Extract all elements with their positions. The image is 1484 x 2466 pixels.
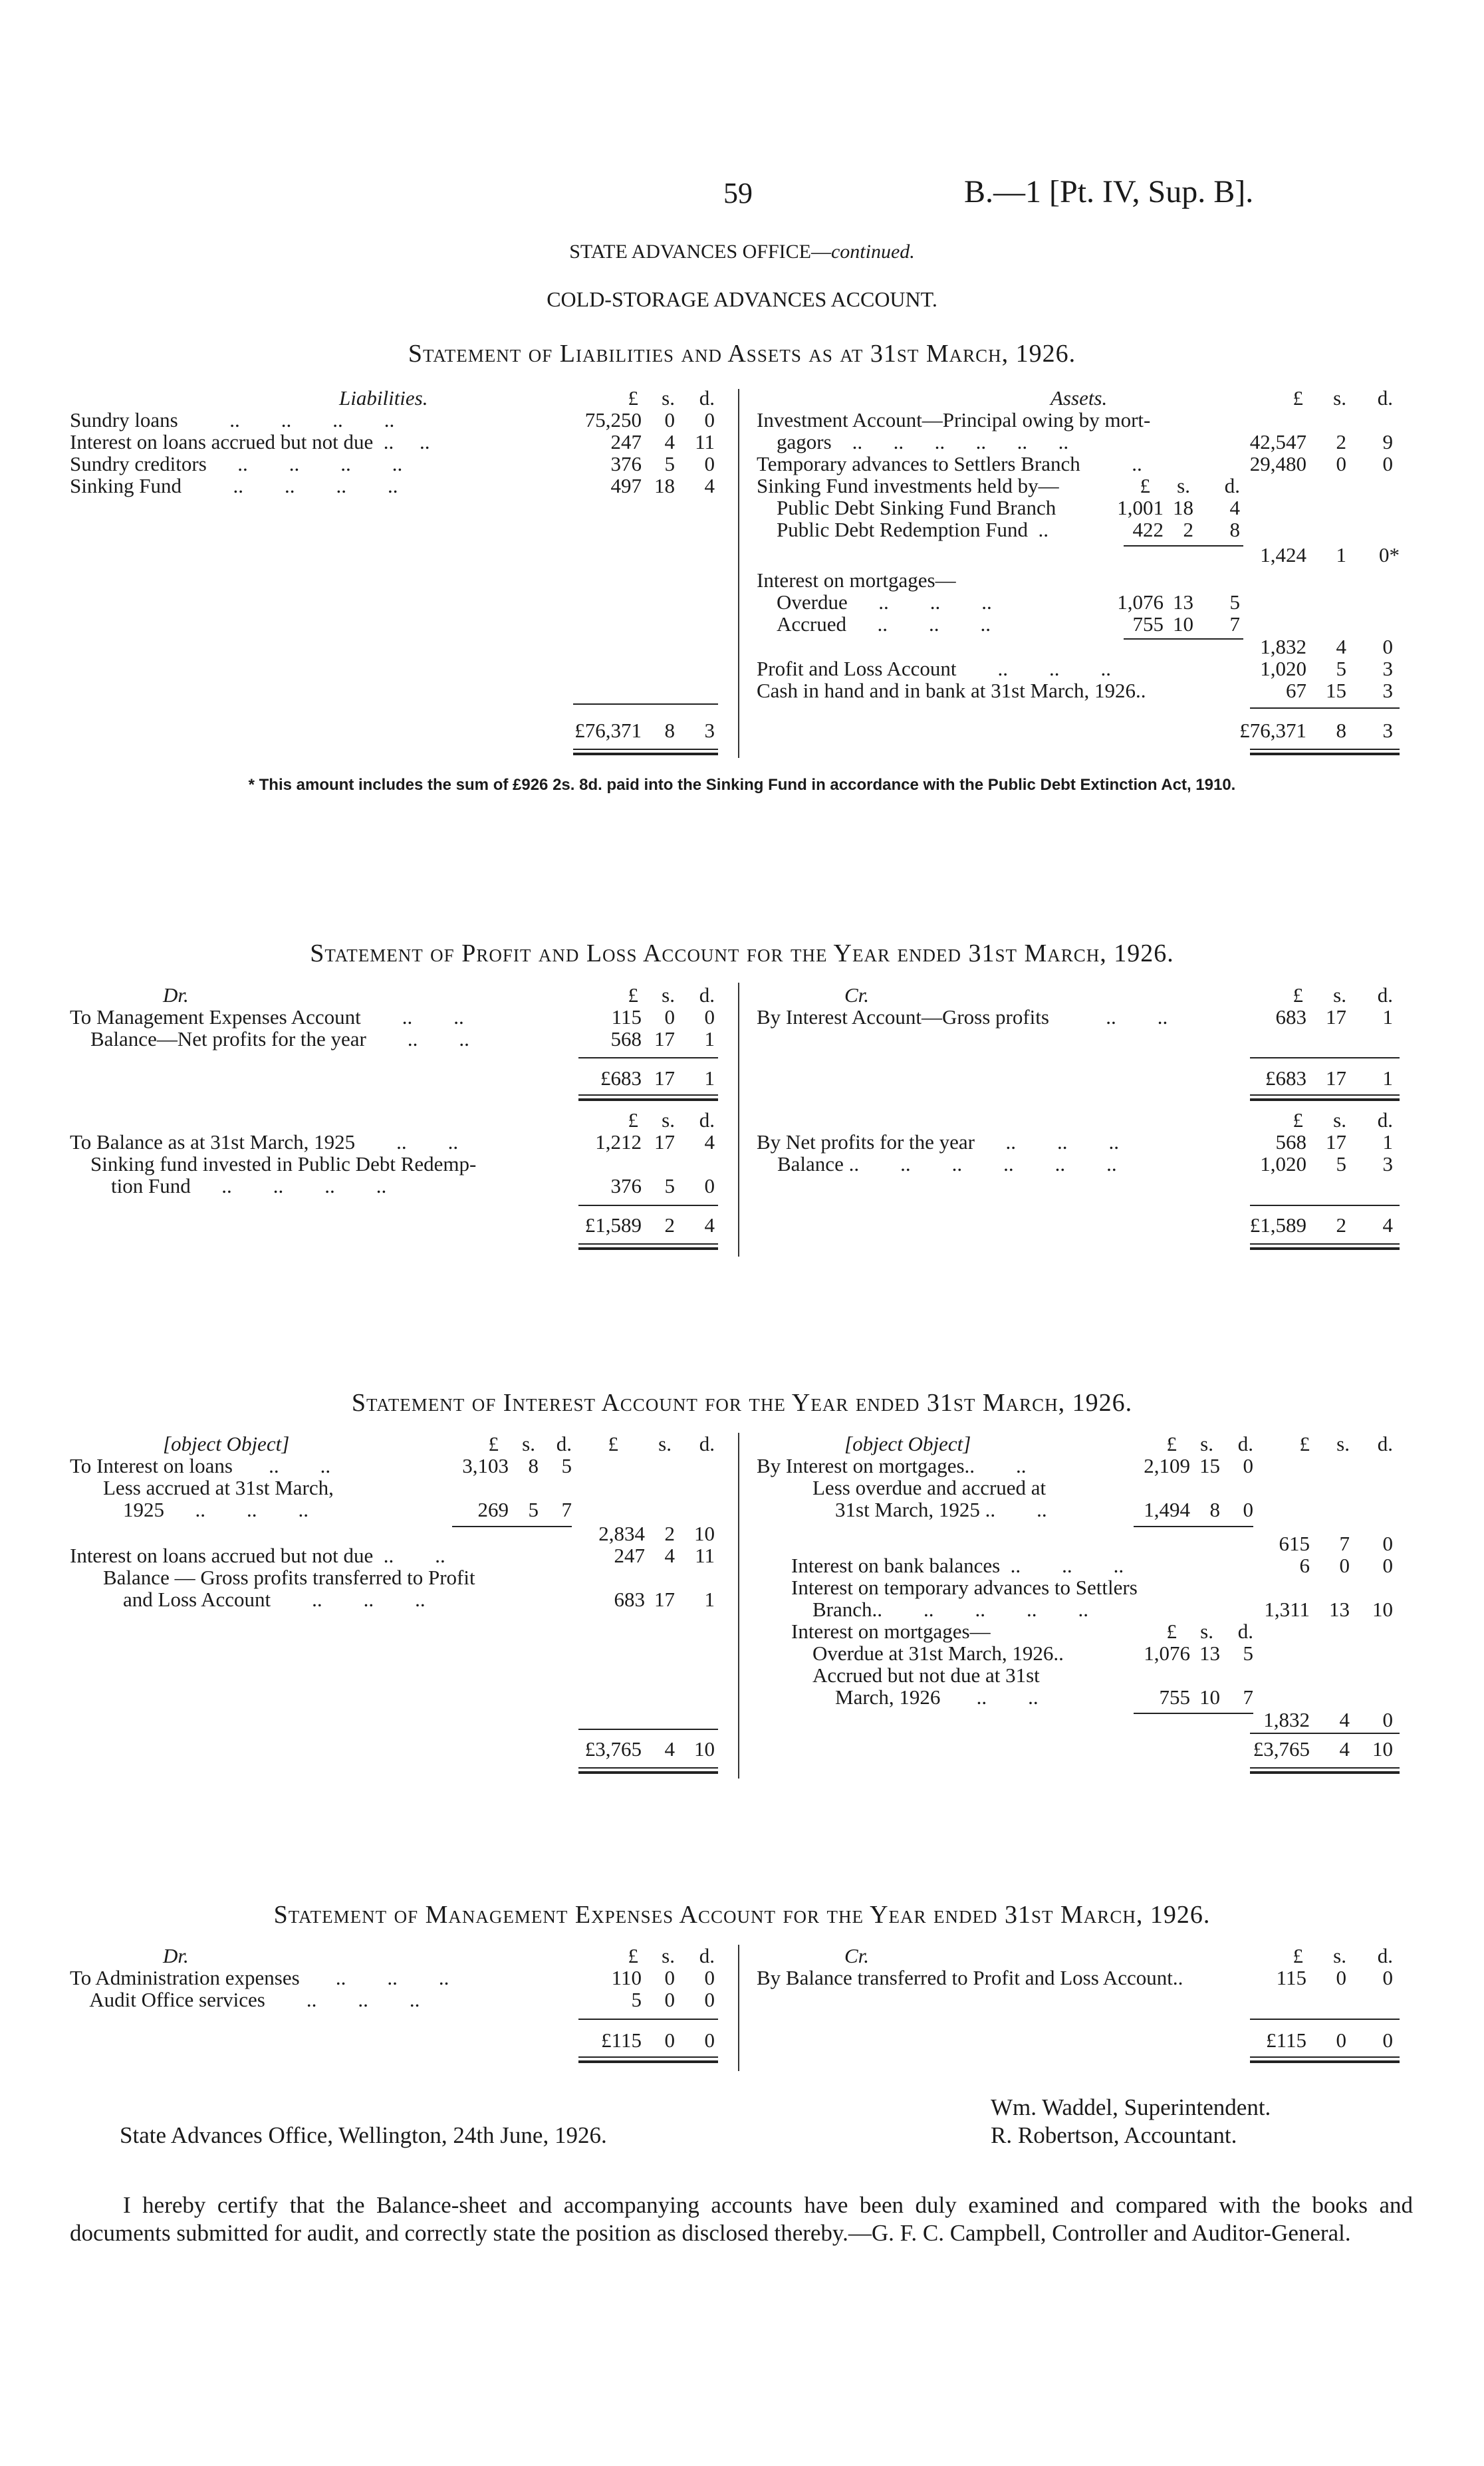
- amount-shillings: 0: [664, 1966, 675, 1989]
- list-item: Balance—Net profits for the year .. ..: [70, 1027, 469, 1050]
- amount-pence: 0*: [1379, 543, 1400, 566]
- cr-label: Cr.: [844, 1944, 870, 1967]
- list-item: Public Debt Redemption Fund ..: [777, 518, 1049, 541]
- rule: [578, 1205, 718, 1206]
- amount-pounds: 615: [1279, 1532, 1310, 1555]
- amount-pounds: 269: [477, 1498, 509, 1521]
- col-pence: d.: [1224, 474, 1240, 497]
- amount-shillings: 2: [1183, 518, 1193, 541]
- col-pound: £: [608, 1432, 618, 1455]
- document-reference: B.—1 [Pt. IV, Sup. B].: [964, 174, 1254, 209]
- signature-accountant: R. Robertson, Accountant.: [991, 2122, 1237, 2148]
- list-item: Accrued but not due at 31st: [812, 1664, 1040, 1687]
- amount-pounds: 1,076: [1117, 590, 1164, 614]
- amount-pounds: 6: [1299, 1554, 1310, 1577]
- list-item: To Administration expenses .. .. ..: [70, 1966, 449, 1989]
- liabilities-total-shillings: 8: [664, 719, 675, 742]
- amount-pounds: 247: [614, 1544, 645, 1567]
- list-item: Sundry loans .. .. .. ..: [70, 408, 395, 432]
- column-divider: [738, 983, 739, 1257]
- list-item: By Interest on mortgages.. ..: [757, 1454, 1027, 1477]
- profit-loss-title: Statement of Profit and Loss Account for the Year ended 31st March, 1926.: [310, 939, 1174, 967]
- amount-pence: 0: [1382, 635, 1393, 658]
- amount-pence: 7: [1229, 612, 1240, 636]
- amount-pounds: 1,494: [1144, 1498, 1190, 1521]
- list-item: Overdue at 31st March, 1926..: [812, 1642, 1064, 1665]
- assets-total-pounds: £76,371: [1239, 719, 1306, 742]
- total-pounds: £1,589: [584, 1213, 642, 1237]
- col-pence: d.: [1377, 983, 1393, 1007]
- amount-pounds: 115: [1276, 1966, 1306, 1989]
- amount-pounds: 1,311: [1264, 1598, 1310, 1621]
- amount-shillings: 1: [1336, 543, 1346, 566]
- col-shilling: s.: [1333, 386, 1346, 410]
- amount-pence: 9: [1382, 430, 1393, 453]
- list-item: To Balance as at 31st March, 1925 .. ..: [70, 1130, 459, 1154]
- amount-shillings: 13: [1173, 590, 1193, 614]
- amount-shillings: 18: [654, 474, 675, 497]
- total-shillings: 2: [664, 1213, 675, 1237]
- amount-pence: 0: [1243, 1454, 1253, 1477]
- double-rule: [578, 1094, 718, 1101]
- page-number: 59: [723, 177, 753, 209]
- place-date: State Advances Office, Wellington, 24th June, 1926.: [120, 2122, 607, 2148]
- list-item: Balance — Gross profits transferred to Profit: [103, 1566, 475, 1589]
- amount-shillings: 0: [1339, 1554, 1350, 1577]
- list-item: Overdue .. .. ..: [777, 590, 992, 614]
- dr-label: [object Object]: [163, 1432, 290, 1455]
- col-pound: £: [1293, 1108, 1303, 1132]
- office-heading: STATE ADVANCES OFFICE—continued.: [569, 241, 915, 263]
- amount-pence: 5: [561, 1454, 572, 1477]
- footnote: * This amount includes the sum of £926 2s. 8d. paid into the Sinking Fund in accordance with the Public Debt Extinction Act, 1910.: [248, 776, 1236, 794]
- amount-shillings: 5: [528, 1498, 539, 1521]
- total-shillings: 4: [664, 1737, 675, 1761]
- amount-pence: 0: [704, 1966, 715, 1989]
- double-rule: [578, 2056, 718, 2063]
- list-item: Interest on bank balances .. .. ..: [791, 1554, 1124, 1577]
- list-item: Interest on mortgages—: [791, 1620, 991, 1643]
- amount-pence: 0: [704, 408, 715, 432]
- col-shilling: s.: [1200, 1620, 1213, 1643]
- col-pence: d.: [1377, 1944, 1393, 1967]
- amount-pence: 10: [694, 1522, 715, 1545]
- list-item: Balance .. .. .. .. .. ..: [757, 1152, 1117, 1175]
- col-pound: £: [628, 1944, 638, 1967]
- amount-shillings: 5: [664, 452, 675, 475]
- amount-shillings: 0: [664, 1988, 675, 2011]
- rule: [1250, 707, 1400, 709]
- col-pence: d.: [1237, 1432, 1253, 1455]
- amount-pence: 3: [1382, 679, 1393, 702]
- total-pence: 10: [694, 1737, 715, 1761]
- col-pound: £: [628, 983, 638, 1007]
- col-pence: d.: [699, 1108, 715, 1132]
- rule: [1250, 1733, 1400, 1734]
- amount-shillings: 17: [1326, 1005, 1346, 1029]
- amount-pence: 0: [1382, 1532, 1393, 1555]
- list-item: Temporary advances to Settlers Branch ..: [757, 452, 1142, 475]
- amount-shillings: 4: [664, 430, 675, 453]
- total-pence: 1: [1382, 1066, 1393, 1090]
- amount-shillings: 13: [1329, 1598, 1350, 1621]
- amount-shillings: 8: [1209, 1498, 1220, 1521]
- amount-pounds: 376: [610, 452, 642, 475]
- col-pence: d.: [1237, 1620, 1253, 1643]
- total-pounds: £3,765: [1253, 1737, 1310, 1761]
- amount-pence: 7: [1243, 1685, 1253, 1709]
- amount-shillings: 2: [1336, 430, 1346, 453]
- total-pence: 4: [1382, 1213, 1393, 1237]
- col-pence: d.: [699, 983, 715, 1007]
- total-pence: 10: [1372, 1737, 1393, 1761]
- list-item: By Net profits for the year .. .. ..: [757, 1130, 1119, 1154]
- amount-pence: 1: [1382, 1130, 1393, 1154]
- total-shillings: 2: [1336, 1213, 1346, 1237]
- amount-pounds: 568: [610, 1027, 642, 1050]
- amount-pounds: 1,020: [1260, 657, 1306, 680]
- rule: [578, 1057, 718, 1058]
- col-pence: d.: [1377, 386, 1393, 410]
- col-shilling: s.: [1333, 1944, 1346, 1967]
- amount-pounds: 1,212: [595, 1130, 642, 1154]
- double-rule: [1250, 1094, 1400, 1101]
- rule: [578, 1729, 718, 1730]
- col-pence: d.: [699, 386, 715, 410]
- list-item: To Management Expenses Account .. ..: [70, 1005, 464, 1029]
- amount-pence: 3: [1382, 1152, 1393, 1175]
- amount-shillings: 5: [1336, 657, 1346, 680]
- list-item: Branch.. .. .. .. ..: [812, 1598, 1089, 1621]
- balance-sheet-title: Statement of Liabilities and Assets as at 31st March, 1926.: [408, 340, 1076, 368]
- col-pence: d.: [699, 1432, 715, 1455]
- amount-shillings: 10: [1199, 1685, 1220, 1709]
- col-shilling: s.: [522, 1432, 535, 1455]
- rule: [1134, 1526, 1253, 1527]
- total-pounds: £115: [601, 2029, 642, 2052]
- total-pence: 4: [704, 1213, 715, 1237]
- col-shilling: s.: [1200, 1432, 1213, 1455]
- rule: [1250, 2019, 1400, 2020]
- liabilities-heading: Liabilities.: [339, 386, 428, 410]
- total-pence: 0: [704, 2029, 715, 2052]
- list-item: Interest on loans accrued but not due .. ..: [70, 430, 430, 453]
- management-title: Statement of Management Expenses Account for the Year ended 31st March, 1926.: [273, 1901, 1211, 1929]
- liabilities-total-pounds: £76,371: [574, 719, 642, 742]
- col-shilling: s.: [1333, 1108, 1346, 1132]
- amount-pence: 5: [1243, 1642, 1253, 1665]
- amount-pounds: 42,547: [1249, 430, 1306, 453]
- double-rule: [1250, 1243, 1400, 1250]
- amount-pence: 0: [704, 1174, 715, 1197]
- rule: [452, 1526, 572, 1527]
- col-shilling: s.: [662, 983, 675, 1007]
- rule: [1134, 1713, 1253, 1714]
- amount-shillings: 7: [1339, 1532, 1350, 1555]
- list-item: Sinking Fund .. .. .. ..: [70, 474, 398, 497]
- rule: [1250, 1205, 1400, 1206]
- col-shilling: s.: [1177, 474, 1190, 497]
- amount-pounds: 110: [611, 1966, 642, 1989]
- amount-shillings: 13: [1199, 1642, 1220, 1665]
- col-pence: d.: [556, 1432, 572, 1455]
- list-item: To Interest on loans .. ..: [70, 1454, 331, 1477]
- amount-pence: 0: [1382, 1708, 1393, 1731]
- col-pound: £: [628, 1108, 638, 1132]
- signature-superintendent: Wm. Waddel, Superintendent.: [991, 2094, 1271, 2120]
- amount-shillings: 0: [664, 408, 675, 432]
- amount-pounds: 67: [1286, 679, 1306, 702]
- amount-pounds: 422: [1132, 518, 1164, 541]
- amount-shillings: 18: [1173, 496, 1193, 519]
- amount-pounds: 2,834: [598, 1522, 645, 1545]
- col-pound: £: [1299, 1432, 1310, 1455]
- amount-pence: 1: [704, 1588, 715, 1611]
- amount-shillings: 17: [1326, 1130, 1346, 1154]
- amount-shillings: 17: [654, 1588, 675, 1611]
- list-item: Cash in hand and in bank at 31st March, 1926..: [757, 679, 1146, 702]
- amount-shillings: 5: [664, 1174, 675, 1197]
- total-pounds: £3,765: [584, 1737, 642, 1761]
- list-item: gagors .. .. .. .. .. ..: [777, 430, 1069, 453]
- assets-total-pence: 3: [1382, 719, 1393, 742]
- double-rule: [578, 1767, 718, 1774]
- amount-pounds: 497: [610, 474, 642, 497]
- col-pound: £: [488, 1432, 499, 1455]
- list-item: By Interest Account—Gross profits .. ..: [757, 1005, 1168, 1029]
- col-pound: £: [1293, 983, 1303, 1007]
- amount-pence: 0: [704, 1005, 715, 1029]
- amount-pounds: 683: [614, 1588, 645, 1611]
- col-shilling: s.: [1336, 1432, 1350, 1455]
- col-pound: £: [1166, 1432, 1177, 1455]
- amount-pounds: 1,076: [1144, 1642, 1190, 1665]
- amount-pounds: 29,480: [1249, 452, 1306, 475]
- account-title: COLD-STORAGE ADVANCES ACCOUNT.: [547, 287, 937, 311]
- total-shillings: 17: [1326, 1066, 1346, 1090]
- amount-pounds: 755: [1159, 1685, 1190, 1709]
- list-item: Less overdue and accrued at: [812, 1476, 1047, 1499]
- amount-shillings: 0: [664, 1005, 675, 1029]
- total-pounds: £1,589: [1249, 1213, 1306, 1237]
- total-pounds: £115: [1266, 2029, 1306, 2052]
- col-shilling: s.: [662, 386, 675, 410]
- amount-pounds: 5: [631, 1988, 642, 2011]
- dr-label: Dr.: [163, 1944, 189, 1967]
- column-divider: [738, 389, 739, 758]
- amount-shillings: 8: [528, 1454, 539, 1477]
- list-item: March, 1926 .. ..: [835, 1685, 1039, 1709]
- col-pound: £: [628, 386, 638, 410]
- amount-shillings: 17: [654, 1027, 675, 1050]
- cr-label: Cr.: [844, 983, 870, 1007]
- amount-shillings: 2: [664, 1522, 675, 1545]
- col-pence: d.: [1377, 1108, 1393, 1132]
- list-item: Public Debt Sinking Fund Branch: [777, 496, 1056, 519]
- interest-title: Statement of Interest Account for the Year ended 31st March, 1926.: [351, 1389, 1133, 1417]
- list-item: By Balance transferred to Profit and Loss Account..: [757, 1966, 1183, 1989]
- amount-pence: 8: [1229, 518, 1240, 541]
- amount-pounds: 683: [1275, 1005, 1306, 1029]
- amount-pence: 11: [695, 1544, 715, 1567]
- double-rule: [573, 749, 718, 755]
- total-pence: 0: [1382, 2029, 1393, 2052]
- rule: [1250, 1057, 1400, 1058]
- total-pounds: £683: [600, 1066, 642, 1090]
- amount-pounds: 1,424: [1260, 543, 1306, 566]
- amount-shillings: 15: [1326, 679, 1346, 702]
- col-pence: d.: [1377, 1432, 1393, 1455]
- amount-pounds: 3,103: [462, 1454, 509, 1477]
- amount-shillings: 4: [1336, 635, 1346, 658]
- list-item: Interest on temporary advances to Settlers: [791, 1576, 1138, 1599]
- cr-label: [object Object]: [844, 1432, 971, 1455]
- amount-pounds: 247: [610, 430, 642, 453]
- amount-pounds: 75,250: [584, 408, 642, 432]
- amount-pence: 11: [695, 430, 715, 453]
- dr-label: Dr.: [163, 983, 189, 1007]
- col-pence: d.: [699, 1944, 715, 1967]
- column-divider: [738, 1945, 739, 2071]
- list-item: Less accrued at 31st March,: [103, 1476, 334, 1499]
- col-shilling: s.: [658, 1432, 672, 1455]
- amount-pounds: 115: [611, 1005, 642, 1029]
- col-shilling: s.: [662, 1108, 675, 1132]
- amount-pence: 5: [1229, 590, 1240, 614]
- liabilities-total-pence: 3: [704, 719, 715, 742]
- col-pound: £: [1140, 474, 1150, 497]
- list-item: Audit Office services .. .. ..: [70, 1988, 420, 2011]
- list-item: and Loss Account .. .. ..: [123, 1588, 426, 1611]
- amount-shillings: 5: [1336, 1152, 1346, 1175]
- amount-pounds: 1,020: [1260, 1152, 1306, 1175]
- rule: [573, 703, 718, 705]
- total-pounds: £683: [1265, 1066, 1306, 1090]
- amount-pence: 0: [704, 1988, 715, 2011]
- amount-shillings: 17: [654, 1130, 675, 1154]
- double-rule: [578, 1243, 718, 1250]
- list-item: Profit and Loss Account .. .. ..: [757, 657, 1111, 680]
- list-item: Accrued .. .. ..: [777, 612, 991, 636]
- amount-pounds: 376: [610, 1174, 642, 1197]
- amount-pounds: 755: [1132, 612, 1164, 636]
- amount-pounds: 1,832: [1263, 1708, 1310, 1731]
- amount-pounds: 2,109: [1144, 1454, 1190, 1477]
- double-rule: [1250, 749, 1400, 755]
- col-shilling: s.: [662, 1944, 675, 1967]
- amount-pence: 3: [1382, 657, 1393, 680]
- amount-pence: 1: [704, 1027, 715, 1050]
- amount-shillings: 10: [1173, 612, 1193, 636]
- amount-shillings: 0: [1336, 1966, 1346, 1989]
- amount-shillings: 4: [1339, 1708, 1350, 1731]
- amount-pounds: 1,001: [1117, 496, 1164, 519]
- rule: [578, 2019, 718, 2020]
- column-divider: [738, 1433, 739, 1779]
- list-item: Sundry creditors .. .. .. ..: [70, 452, 403, 475]
- amount-pence: 0: [704, 452, 715, 475]
- amount-pence: 10: [1372, 1598, 1393, 1621]
- amount-pence: 4: [1229, 496, 1240, 519]
- list-item: 1925 .. .. ..: [123, 1498, 309, 1521]
- double-rule: [1250, 1767, 1400, 1774]
- list-item: tion Fund .. .. .. ..: [70, 1174, 387, 1197]
- list-item: 31st March, 1925 .. ..: [835, 1498, 1047, 1521]
- list-item: Sinking Fund investments held by—: [757, 474, 1059, 497]
- amount-pence: 0: [1382, 452, 1393, 475]
- assets-heading: Assets.: [1051, 386, 1108, 410]
- list-item: Interest on loans accrued but not due .. ..: [70, 1544, 445, 1567]
- col-shilling: s.: [1333, 983, 1346, 1007]
- total-shillings: 0: [1336, 2029, 1346, 2052]
- amount-pence: 0: [1243, 1498, 1253, 1521]
- amount-pounds: 1,832: [1260, 635, 1306, 658]
- amount-shillings: 4: [664, 1544, 675, 1567]
- amount-shillings: 0: [1336, 452, 1346, 475]
- total-shillings: 4: [1339, 1737, 1350, 1761]
- double-rule: [1250, 2056, 1400, 2063]
- amount-pence: 1: [1382, 1005, 1393, 1029]
- total-shillings: 0: [664, 2029, 675, 2052]
- list-item: Interest on mortgages—: [757, 568, 956, 592]
- total-pence: 1: [704, 1066, 715, 1090]
- list-item: Sinking fund invested in Public Debt Redemp-: [70, 1152, 477, 1175]
- amount-pounds: 568: [1275, 1130, 1306, 1154]
- col-pound: £: [1166, 1620, 1177, 1643]
- amount-pence: 7: [561, 1498, 572, 1521]
- list-item: Investment Account—Principal owing by mort-: [757, 408, 1151, 432]
- total-shillings: 17: [654, 1066, 675, 1090]
- amount-pence: 4: [704, 1130, 715, 1154]
- col-pound: £: [1293, 386, 1303, 410]
- amount-pence: 4: [704, 474, 715, 497]
- col-pound: £: [1293, 1944, 1303, 1967]
- amount-pence: 0: [1382, 1966, 1393, 1989]
- amount-pence: 0: [1382, 1554, 1393, 1577]
- assets-total-shillings: 8: [1336, 719, 1346, 742]
- amount-shillings: 15: [1199, 1454, 1220, 1477]
- audit-certificate: I hereby certify that the Balance-sheet and accompanying accounts have been duly examined and compared with the books and documents submitted for audit, and correctly state the position as disclosed thereby.—G. F. C. Campbell, Controller and Auditor-General.: [70, 2192, 1413, 2246]
